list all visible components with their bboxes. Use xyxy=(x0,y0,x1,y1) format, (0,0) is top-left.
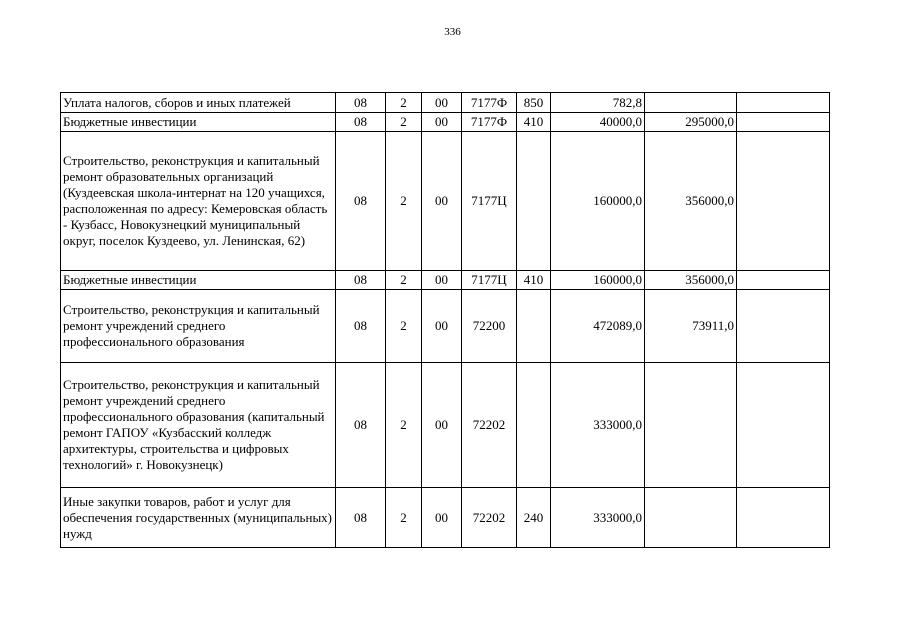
table-row xyxy=(61,488,830,548)
cell-section: 08 xyxy=(336,290,386,363)
cell-expense-type: 410 xyxy=(517,113,551,132)
table-row xyxy=(61,93,830,113)
cell-name: Строительство, реконструкция и капитальный ремонт учреждений среднего профессионального образования (капитальный ремонт ГАПОУ «Кузбасский колледж архитектуры, строительства и цифровых технологий» г. Новокузнецк) xyxy=(61,363,336,488)
cell-amount-2 xyxy=(645,93,737,113)
cell-amount-2: 73911,0 xyxy=(645,290,737,363)
cell-expense-type: 850 xyxy=(517,93,551,113)
cell-amount-2 xyxy=(645,488,737,548)
cell-subsection: 2 xyxy=(386,113,422,132)
cell-program: 00 xyxy=(422,363,462,488)
cell-amount-3 xyxy=(737,113,830,132)
cell-target-article: 7177Ф xyxy=(462,93,517,113)
page-number: 336 xyxy=(444,26,461,38)
cell-amount-1: 333000,0 xyxy=(551,488,645,548)
cell-target-article: 72202 xyxy=(462,363,517,488)
cell-amount-3 xyxy=(737,93,830,113)
cell-amount-3 xyxy=(737,290,830,363)
cell-name: Строительство, реконструкция и капитальный ремонт учреждений среднего профессионального образования xyxy=(61,290,336,363)
cell-amount-2: 356000,0 xyxy=(645,132,737,271)
cell-program: 00 xyxy=(422,132,462,271)
cell-subsection: 2 xyxy=(386,488,422,548)
cell-subsection: 2 xyxy=(386,271,422,290)
cell-section: 08 xyxy=(336,488,386,548)
budget-table-body xyxy=(61,93,830,548)
cell-subsection: 2 xyxy=(386,290,422,363)
cell-target-article: 72202 xyxy=(462,488,517,548)
cell-expense-type xyxy=(517,290,551,363)
table-row xyxy=(61,132,830,271)
cell-name: Бюджетные инвестиции xyxy=(61,113,336,132)
cell-expense-type xyxy=(517,132,551,271)
cell-target-article: 7177Ц xyxy=(462,271,517,290)
budget-table xyxy=(60,92,830,548)
cell-program: 00 xyxy=(422,113,462,132)
cell-amount-1: 472089,0 xyxy=(551,290,645,363)
cell-target-article: 7177Ф xyxy=(462,113,517,132)
cell-name: Строительство, реконструкция и капитальный ремонт образовательных организаций (Куздеевская школа-интернат на 120 учащихся, расположенная по адресу: Кемеровская область - Кузбасс, Новокузнецкий муниципальный округ, поселок Куздеево, ул. Ленинская, 62) xyxy=(61,132,336,271)
cell-section: 08 xyxy=(336,132,386,271)
cell-subsection: 2 xyxy=(386,93,422,113)
cell-amount-3 xyxy=(737,488,830,548)
table-row xyxy=(61,271,830,290)
cell-amount-1: 160000,0 xyxy=(551,271,645,290)
cell-expense-type: 240 xyxy=(517,488,551,548)
cell-amount-2: 356000,0 xyxy=(645,271,737,290)
cell-section: 08 xyxy=(336,113,386,132)
cell-program: 00 xyxy=(422,93,462,113)
cell-section: 08 xyxy=(336,93,386,113)
cell-section: 08 xyxy=(336,363,386,488)
cell-target-article: 7177Ц xyxy=(462,132,517,271)
table-row xyxy=(61,363,830,488)
cell-target-article: 72200 xyxy=(462,290,517,363)
cell-name: Иные закупки товаров, работ и услуг для обеспечения государственных (муниципальных) нужд xyxy=(61,488,336,548)
cell-name: Уплата налогов, сборов и иных платежей xyxy=(61,93,336,113)
cell-amount-1: 40000,0 xyxy=(551,113,645,132)
cell-subsection: 2 xyxy=(386,132,422,271)
cell-amount-2 xyxy=(645,363,737,488)
cell-amount-3 xyxy=(737,363,830,488)
cell-amount-1: 160000,0 xyxy=(551,132,645,271)
cell-program: 00 xyxy=(422,290,462,363)
cell-expense-type xyxy=(517,363,551,488)
table-row xyxy=(61,113,830,132)
cell-subsection: 2 xyxy=(386,363,422,488)
cell-program: 00 xyxy=(422,488,462,548)
cell-section: 08 xyxy=(336,271,386,290)
cell-amount-3 xyxy=(737,271,830,290)
cell-amount-2: 295000,0 xyxy=(645,113,737,132)
cell-expense-type: 410 xyxy=(517,271,551,290)
cell-name: Бюджетные инвестиции xyxy=(61,271,336,290)
cell-amount-1: 782,8 xyxy=(551,93,645,113)
cell-program: 00 xyxy=(422,271,462,290)
cell-amount-3 xyxy=(737,132,830,271)
cell-amount-1: 333000,0 xyxy=(551,363,645,488)
table-row xyxy=(61,290,830,363)
